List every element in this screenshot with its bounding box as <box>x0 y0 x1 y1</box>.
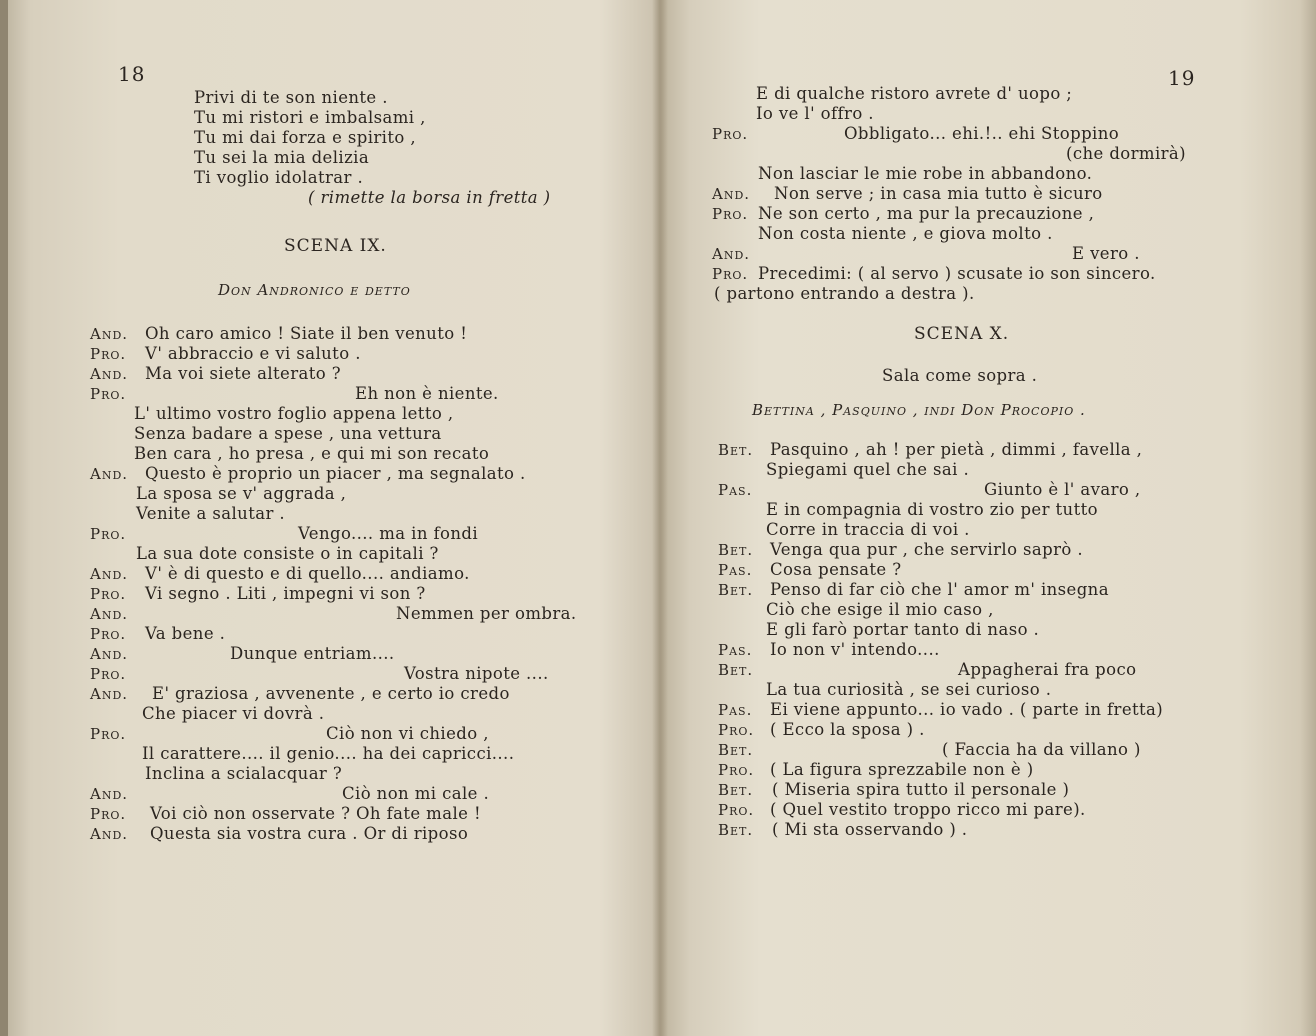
speaker-label: And. <box>90 605 129 623</box>
dialogue-line: E gli farò portar tanto di naso . <box>766 620 1040 639</box>
dialogue-line: Non lasciar le mie robe in abbandono. <box>758 164 1093 183</box>
dialogue-line: E' graziosa , avvenente , e certo io credo <box>152 684 510 703</box>
dialogue-line: L' ultimo vostro foglio appena letto , <box>134 404 454 423</box>
dialogue-line: (che dormirà) <box>1066 144 1186 163</box>
speaker-label: Pro. <box>90 385 127 403</box>
dialogue-line: ( Quel vestito troppo ricco mi pare). <box>770 800 1086 819</box>
speaker-label: Pro. <box>90 525 127 543</box>
dialogue-line: Nemmen per ombra. <box>396 604 577 623</box>
dialogue-line: Vostra nipote .... <box>404 664 549 683</box>
dialogue-line: Che piacer vi dovrà . <box>142 704 325 723</box>
dialogue-line: Eh non è niente. <box>355 384 499 403</box>
dialogue-line: Ciò non mi cale . <box>342 784 490 803</box>
speaker-label: Bet. <box>718 781 754 799</box>
verse-line: Ti voglio idolatrar . <box>194 168 364 187</box>
dialogue-line: Ei viene appunto... io vado . ( parte in fretta) <box>770 700 1164 719</box>
speaker-label: Pro. <box>718 801 755 819</box>
speaker-label: Pro. <box>90 805 127 823</box>
speaker-label: Bet. <box>718 821 754 839</box>
dialogue-line: ( Mi sta osservando ) . <box>772 820 968 839</box>
dialogue-line: Senza badare a spese , una vettura <box>134 424 442 443</box>
dialogue-line: E in compagnia di vostro zio per tutto <box>766 500 1098 519</box>
dialogue-line: Inclina a scialacquar ? <box>145 764 343 783</box>
speaker-label: Bet. <box>718 741 754 759</box>
dialogue-line: Penso di far ciò che l' amor m' insegna <box>770 580 1109 599</box>
dialogue-line: Non costa niente , e giova molto . <box>758 224 1053 243</box>
speaker-label: And. <box>90 785 129 803</box>
speaker-label: Pro. <box>712 125 749 143</box>
dialogue-line: Vengo.... ma in fondi <box>298 524 479 543</box>
speaker-label: Pro. <box>90 345 127 363</box>
dialogue-line: V' abbraccio e vi saluto . <box>145 344 361 363</box>
dialogue-line: Precedimi: ( al servo ) scusate io son sincero. <box>758 264 1156 283</box>
verse-line: Tu sei la mia delizia <box>194 148 370 167</box>
dialogue-line: Appagherai fra poco <box>958 660 1137 679</box>
dialogue-line: Ne son certo , ma pur la precauzione , <box>758 204 1095 223</box>
speaker-label: Pro. <box>90 665 127 683</box>
dialogue-line: ( La figura sprezzabile non è ) <box>770 760 1034 779</box>
dialogue-line: Pasquino , ah ! per pietà , dimmi , favella , <box>770 440 1143 459</box>
dialogue-line: ( Faccia ha da villano ) <box>942 740 1141 759</box>
speaker-label: Bet. <box>718 441 754 459</box>
dialogue-line: Spiegami quel che sai . <box>766 460 970 479</box>
verse-line: Tu mi dai forza e spirito , <box>194 128 417 147</box>
dialogue-line: Non serve ; in casa mia tutto è sicuro <box>774 184 1103 203</box>
dialogue-line: Corre in traccia di voi . <box>766 520 970 539</box>
dialogue-line: Dunque entriam.... <box>230 644 395 663</box>
speaker-label: Pro. <box>90 725 127 743</box>
dialogue-line: Ben cara , ho presa , e qui mi son recato <box>134 444 490 463</box>
speaker-label: And. <box>90 565 129 583</box>
dialogue-line: Questa sia vostra cura . Or di riposo <box>150 824 469 843</box>
speaker-label: And. <box>90 465 129 483</box>
dialogue-line: Ciò non vi chiedo , <box>326 724 489 743</box>
dialogue-line: Questo è proprio un piacer , ma segnalato . <box>145 464 526 483</box>
dialogue-line: Obbligato... ehi.!.. ehi Stoppino <box>844 124 1120 143</box>
scene-characters: Bettina , Pasquino , indi Don Procopio . <box>752 401 1086 419</box>
dialogue-line: Venite a salutar . <box>136 504 286 523</box>
speaker-label: Pas. <box>718 561 753 579</box>
dialogue-line: Ciò che esige il mio caso , <box>766 600 994 619</box>
dialogue-line: ( Miseria spira tutto il personale ) <box>772 780 1070 799</box>
speaker-label: Pro. <box>718 761 755 779</box>
page-number: 19 <box>1168 66 1196 90</box>
dialogue-line: Io non v' intendo.... <box>770 640 940 659</box>
dialogue-line: Va bene . <box>145 624 226 643</box>
speaker-label: Bet. <box>718 581 754 599</box>
speaker-label: And. <box>712 245 751 263</box>
stage-direction: ( rimette la borsa in fretta ) <box>308 188 551 207</box>
speaker-label: Pro. <box>718 721 755 739</box>
speaker-label: Pro. <box>712 205 749 223</box>
verse-line: Privi di te son niente . <box>194 88 388 107</box>
scene-title: SCENA IX. <box>284 236 387 256</box>
dialogue-line: E vero . <box>1072 244 1140 263</box>
dialogue-line: Il carattere.... il genio.... ha dei capricci.... <box>142 744 515 763</box>
dialogue-line: La sposa se v' aggrada , <box>136 484 347 503</box>
dialogue-line: V' è di questo e di quello.... andiamo. <box>145 564 470 583</box>
page-number: 18 <box>118 62 146 86</box>
dialogue-line: Oh caro amico ! Siate il ben venuto ! <box>145 324 468 343</box>
speaker-label: Pro. <box>712 265 749 283</box>
scene-characters: Don Andronico e detto <box>218 281 411 299</box>
dialogue-line: Voi ciò non osservate ? Oh fate male ! <box>150 804 481 823</box>
speaker-label: And. <box>90 685 129 703</box>
speaker-label: And. <box>90 325 129 343</box>
speaker-label: And. <box>712 185 751 203</box>
dialogue-line: Io ve l' offro . <box>756 104 874 123</box>
dialogue-line: Giunto è l' avaro , <box>984 480 1141 499</box>
scene-setting: Sala come sopra . <box>882 366 1038 385</box>
speaker-label: And. <box>90 645 129 663</box>
speaker-label: Pas. <box>718 481 753 499</box>
speaker-label: And. <box>90 365 129 383</box>
scene-title: SCENA X. <box>914 324 1010 344</box>
dialogue-line: Vi segno . Liti , impegni vi son ? <box>145 584 426 603</box>
speaker-label: Pro. <box>90 585 127 603</box>
dialogue-line: Cosa pensate ? <box>770 560 902 579</box>
speaker-label: Pro. <box>90 625 127 643</box>
speaker-label: Pas. <box>718 641 753 659</box>
dialogue-line: ( partono entrando a destra ). <box>714 284 975 303</box>
dialogue-line: ( Ecco la sposa ) . <box>770 720 925 739</box>
verse-line: Tu mi ristori e imbalsami , <box>194 108 426 127</box>
dialogue-line: Venga qua pur , che servirlo saprò . <box>770 540 1084 559</box>
dialogue-line: La sua dote consiste o in capitali ? <box>136 544 439 563</box>
dialogue-line: E di qualche ristoro avrete d' uopo ; <box>756 84 1073 103</box>
dialogue-line: La tua curiosità , se sei curioso . <box>766 680 1052 699</box>
right-page <box>662 0 1316 1036</box>
dialogue-line: Ma voi siete alterato ? <box>145 364 341 383</box>
speaker-label: Bet. <box>718 661 754 679</box>
speaker-label: And. <box>90 825 129 843</box>
speaker-label: Pas. <box>718 701 753 719</box>
speaker-label: Bet. <box>718 541 754 559</box>
